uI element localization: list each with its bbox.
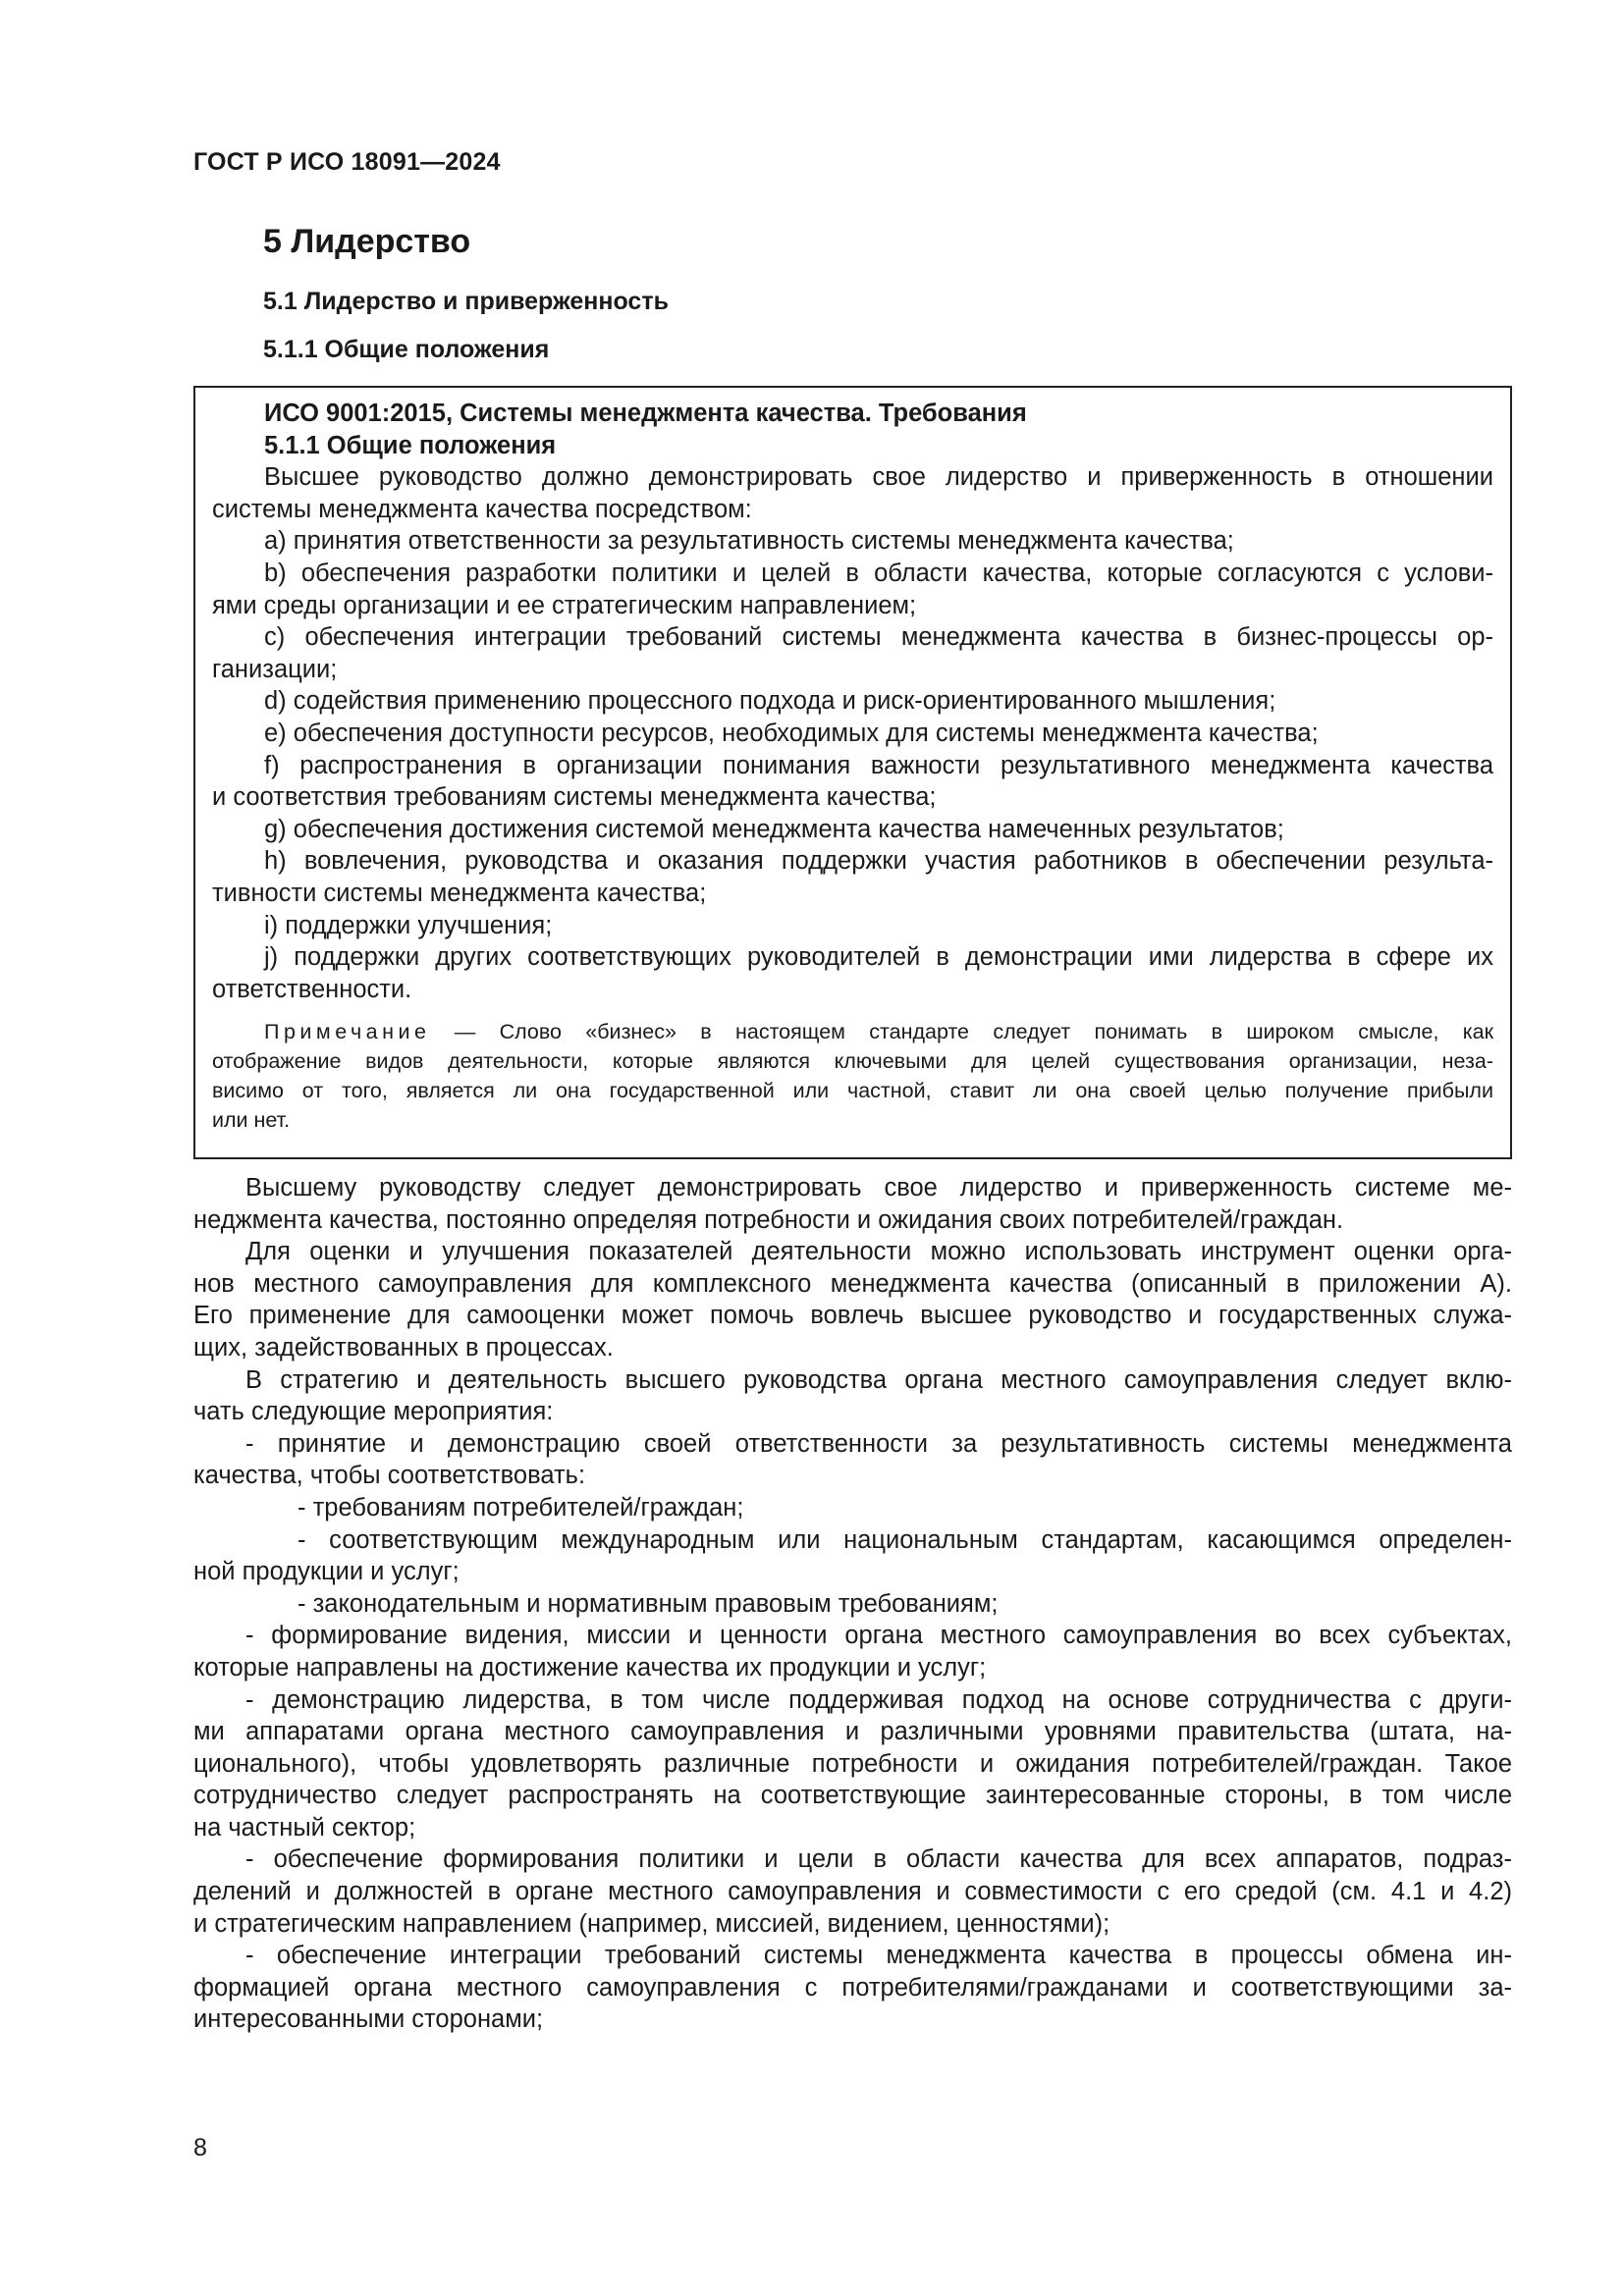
- quote-list-item: i) поддержки улучшения;: [264, 911, 553, 939]
- quote-line: и соответствия требованиям системы менеджмента качества;: [212, 783, 937, 812]
- sub-list-item-line: - требованиям потребителей/граждан;: [298, 1493, 744, 1522]
- quote-line: ганизации;: [212, 655, 338, 683]
- list-item-line: формацией органа местного самоуправления с потребителями/гражданами и соответствующими за-: [193, 1973, 1512, 2002]
- note-line: отображение видов деятельности, которые являются ключевыми для целей существования организации, неза-: [212, 1049, 1493, 1074]
- iso-quote-box: [193, 386, 1512, 1159]
- list-item-line: - формирование видения, миссии и ценности органа местного самоуправления во всех субъектах,: [245, 1622, 1512, 1650]
- quote-list-item: d) содействия применению процессного подхода и риск-ориентированного мышления;: [264, 687, 1276, 716]
- quote-note: [212, 1017, 1493, 1135]
- quote-list-item: b) обеспечения разработки политики и целей в области качества, которые согласуются с услови-: [264, 559, 1493, 587]
- quote-list-item: f) распространения в организации понимания важности результативного менеджмента качества: [264, 751, 1493, 779]
- page-number: 8: [193, 2134, 207, 2162]
- list-item-line: качества, чтобы соответствовать:: [193, 1462, 586, 1490]
- list-item-line: - демонстрацию лидерства, в том числе поддерживая подход на основе сотрудничества с други-: [245, 1685, 1512, 1714]
- list-item-line: интересованными сторонами;: [193, 2005, 544, 2034]
- subsection-heading: 5.1 Лидерство и приверженность: [263, 288, 669, 315]
- section-heading: 5 Лидерство: [263, 223, 471, 260]
- list-item-line: и стратегическим направлением (например, миссией, видением, ценностями);: [193, 1909, 1110, 1938]
- quote-line: тивности системы менеджмента качества;: [212, 879, 707, 907]
- paragraph-line: Его применение для самооценки может помочь вовлечь высшее руководство и государственных служа-: [193, 1302, 1512, 1330]
- quote-list-item: c) обеспечения интеграции требований системы менеджмента качества в бизнес-процессы ор-: [264, 623, 1493, 652]
- list-item-line: сотрудничество следует распространять на соответствующие заинтересованные стороны, в том числе: [193, 1782, 1512, 1810]
- list-item-line: на частный сектор;: [193, 1813, 416, 1842]
- list-item-line: - обеспечение интеграции требований системы менеджмента качества в процессы обмена ин-: [245, 1942, 1512, 1970]
- note-label: Примечание: [264, 1020, 431, 1044]
- sub-list-item-line: ной продукции и услуг;: [193, 1558, 460, 1586]
- paragraph-line: нов местного самоуправления для комплексного менеджмента качества (описанный в приложении А).: [193, 1269, 1512, 1298]
- paragraph-line: щих, задействованных в процессах.: [193, 1333, 614, 1362]
- quote-list-item: a) принятия ответственности за результативность системы менеджмента качества;: [264, 527, 1234, 556]
- body-text: [193, 1172, 1512, 2036]
- note-text: — Слово «бизнес» в настоящем стандарте следует понимать в широком смысле, как: [454, 1020, 1493, 1044]
- list-item-line: - принятие и демонстрацию своей ответственности за результативность системы менеджмента: [245, 1429, 1512, 1458]
- paragraph-line: чать следующие мероприятия:: [193, 1398, 554, 1426]
- list-item-line: - обеспечение формирования политики и цели в области качества для всех аппаратов, подраз-: [245, 1845, 1512, 1874]
- quote-list-item: e) обеспечения доступности ресурсов, необходимых для системы менеджмента качества;: [264, 719, 1319, 747]
- subsubsection-heading: 5.1.1 Общие положения: [263, 336, 550, 363]
- list-item-line: делений и должностей в органе местного самоуправления и совместимости с его средой (см. 4.1 и 4.2): [193, 1878, 1512, 1906]
- quote-line: системы менеджмента качества посредством:: [212, 495, 752, 523]
- quote-line: Высшее руководство должно демонстрировать свое лидерство и приверженность в отношении: [264, 463, 1493, 492]
- sub-list-item-line: - соответствующим международным или национальным стандартам, касающимся определен-: [298, 1525, 1512, 1554]
- paragraph-line: неджмента качества, постоянно определяя потребности и ожидания своих потребителей/граждан.: [193, 1205, 1344, 1234]
- running-header: ГОСТ Р ИСО 18091—2024: [193, 148, 501, 176]
- list-item-line: которые направлены на достижение качества их продукции и услуг;: [193, 1653, 987, 1682]
- note-line: висимо от того, является ли она государственной или частной, ставит ли она своей целью получение прибыли: [212, 1079, 1493, 1103]
- paragraph-line: Высшему руководству следует демонстрировать свое лидерство и приверженность системе ме-: [245, 1174, 1512, 1201]
- quote-line: ответственности.: [212, 975, 412, 1003]
- note-line: [212, 1017, 1493, 1046]
- paragraph-line: В стратегию и деятельность высшего руководства органа местного самоуправления следует вклю-: [245, 1365, 1512, 1394]
- list-item-line: ционального), чтобы удовлетворять различные потребности и ожидания потребителей/граждан. Такое: [193, 1749, 1512, 1778]
- quote-list-item: g) обеспечения достижения системой менеджмента качества намеченных результатов;: [264, 815, 1284, 843]
- sub-list-item-line: - законодательным и нормативным правовым требованиям;: [298, 1589, 999, 1618]
- quote-line: ями среды организации и ее стратегическим направлением;: [212, 591, 917, 619]
- quote-source-title: ИСО 9001:2015, Системы менеджмента качества. Требования: [264, 400, 1027, 427]
- note-line: или нет.: [212, 1108, 291, 1133]
- paragraph-line: Для оценки и улучшения показателей деятельности можно использовать инструмент оценки орга-: [245, 1238, 1512, 1266]
- quote-clause-title: 5.1.1 Общие положения: [264, 431, 557, 459]
- quote-list-item: h) вовлечения, руководства и оказания поддержки участия работников в обеспечении результа-: [264, 847, 1493, 876]
- quote-list-item: j) поддержки других соответствующих руководителей в демонстрации ими лидерства в сфере их: [264, 943, 1493, 972]
- list-item-line: ми аппаратами органа местного самоуправления и различными уровнями правительства (штата, на-: [193, 1718, 1512, 1746]
